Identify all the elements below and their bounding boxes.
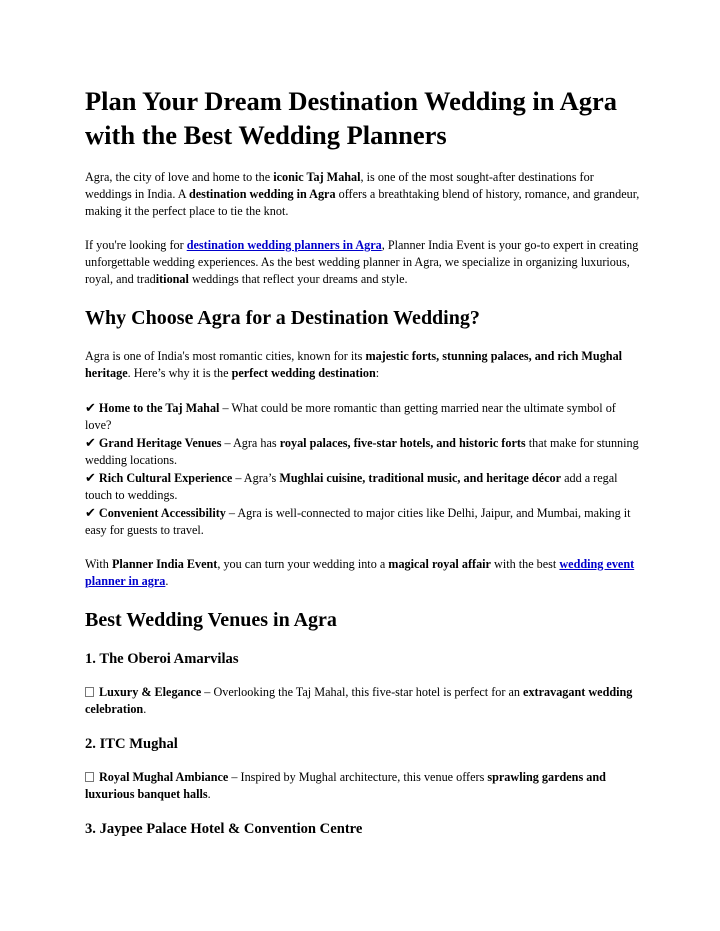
planner-bold-2: magical royal affair <box>388 557 491 571</box>
venue-1-bold-2: extravagant wedding celebration <box>85 685 633 716</box>
document-content <box>85 84 640 838</box>
why-checklist <box>85 399 640 539</box>
checklist-item <box>85 436 639 467</box>
intro-text-2: , is one of the most sought-after destinations for weddings in India. A <box>85 170 594 201</box>
planner-text-2: , you can turn your wedding into a <box>217 557 389 571</box>
planner-paragraph <box>85 556 640 590</box>
checklist-item <box>85 401 616 432</box>
intro-bold-2: destination wedding in Agra <box>188 187 336 201</box>
checklist-item <box>85 506 631 537</box>
page-title: Plan Your Dream Destination Wedding in Agra with the Best Wedding Planners <box>85 86 618 150</box>
venue-1-bold-1: Luxury & Elegance <box>99 685 202 699</box>
intro2-text-2: , Planner India Event is your go-to expert in creating unforgettable wedding experiences. As the best wedding planner in Agra, we specialize in organizing luxurious, royal, and trad <box>85 238 639 286</box>
item-text-2: add a regal touch to weddings. <box>85 471 618 502</box>
intro2-text-3: weddings that reflect your dreams and style. <box>188 272 408 286</box>
why-paragraph <box>85 348 640 382</box>
intro-paragraph-2 <box>85 237 640 288</box>
why-bold-2: perfect wedding destination <box>231 366 376 380</box>
venue-2-text-2: . <box>207 787 211 801</box>
intro2-text-1: If you're looking for <box>85 238 187 252</box>
check-icon: ✔ <box>85 435 96 450</box>
item-text-2: that make for stunning wedding locations. <box>85 436 639 467</box>
check-icon: ✔ <box>85 470 96 485</box>
venue-1-title: 1. The Oberoi Amarvilas <box>85 651 239 667</box>
why-text-1: Agra is one of India's most romantic cities, known for its <box>85 349 366 363</box>
item-bold-1: Rich Cultural Experience <box>98 471 233 485</box>
venue-1-description <box>85 684 640 718</box>
checklist-item <box>85 471 618 502</box>
venue-1-text-2: . <box>143 702 147 716</box>
venue-2-title: 2. ITC Mughal <box>85 736 178 752</box>
missing-glyph-icon <box>85 687 94 697</box>
venue-1-text-1: – Overlooking the Taj Mahal, this five-star hotel is perfect for an <box>201 685 524 699</box>
check-icon: ✔ <box>85 505 96 520</box>
why-heading: Why Choose Agra for a Destination Wedding? <box>85 307 480 329</box>
missing-glyph-icon <box>85 772 94 782</box>
why-text-3: : <box>375 366 380 380</box>
destination-planners-link[interactable]: destination wedding planners in Agra <box>186 238 382 252</box>
item-bold-1: Grand Heritage Venues <box>98 436 222 450</box>
intro2-bold-1: itional <box>155 272 189 286</box>
intro-text-1: Agra, the city of love and home to the <box>85 170 274 184</box>
check-icon: ✔ <box>85 400 96 415</box>
planner-text-1: With <box>85 557 112 571</box>
why-text-2: . Here’s why it is the <box>127 366 232 380</box>
item-text-1: – Agra’s <box>232 471 280 485</box>
planner-bold-1: Planner India Event <box>111 557 218 571</box>
item-bold-1: Convenient Accessibility <box>98 506 226 520</box>
intro-bold-1: iconic Taj Mahal <box>273 170 361 184</box>
item-bold-2: Mughlai cuisine, traditional music, and heritage décor <box>279 471 562 485</box>
item-bold-2: royal palaces, five-star hotels, and historic forts <box>279 436 526 450</box>
venues-heading: Best Wedding Venues in Agra <box>85 609 337 631</box>
item-text-1: – What could be more romantic than getting married near the ultimate symbol of love? <box>85 401 616 432</box>
intro-text-3: offers a breathtaking blend of history, romance, and grandeur, making it the perfect place to tie the knot. <box>85 187 640 218</box>
venue-2-description <box>85 769 640 803</box>
planner-text-3: with the best <box>490 557 560 571</box>
planner-text-4: . <box>165 574 169 588</box>
item-text-1: – Agra is well-connected to major cities like Delhi, Jaipur, and Mumbai, making it easy for guests to travel. <box>85 506 631 537</box>
venue-3-title: 3. Jaypee Palace Hotel & Convention Centre <box>85 821 363 837</box>
item-bold-1: Home to the Taj Mahal <box>98 401 220 415</box>
why-bold-1: majestic forts, stunning palaces, and rich Mughal heritage <box>85 349 623 380</box>
item-text-1: – Agra has <box>221 436 280 450</box>
intro-paragraph <box>85 169 640 220</box>
venue-2-bold-2: sprawling gardens and luxurious banquet halls <box>85 770 606 801</box>
wedding-event-planner-link[interactable]: wedding event planner in agra <box>85 557 635 588</box>
venue-2-bold-1: Royal Mughal Ambiance <box>99 770 229 784</box>
venue-2-text-1: – Inspired by Mughal architecture, this venue offers <box>228 770 488 784</box>
